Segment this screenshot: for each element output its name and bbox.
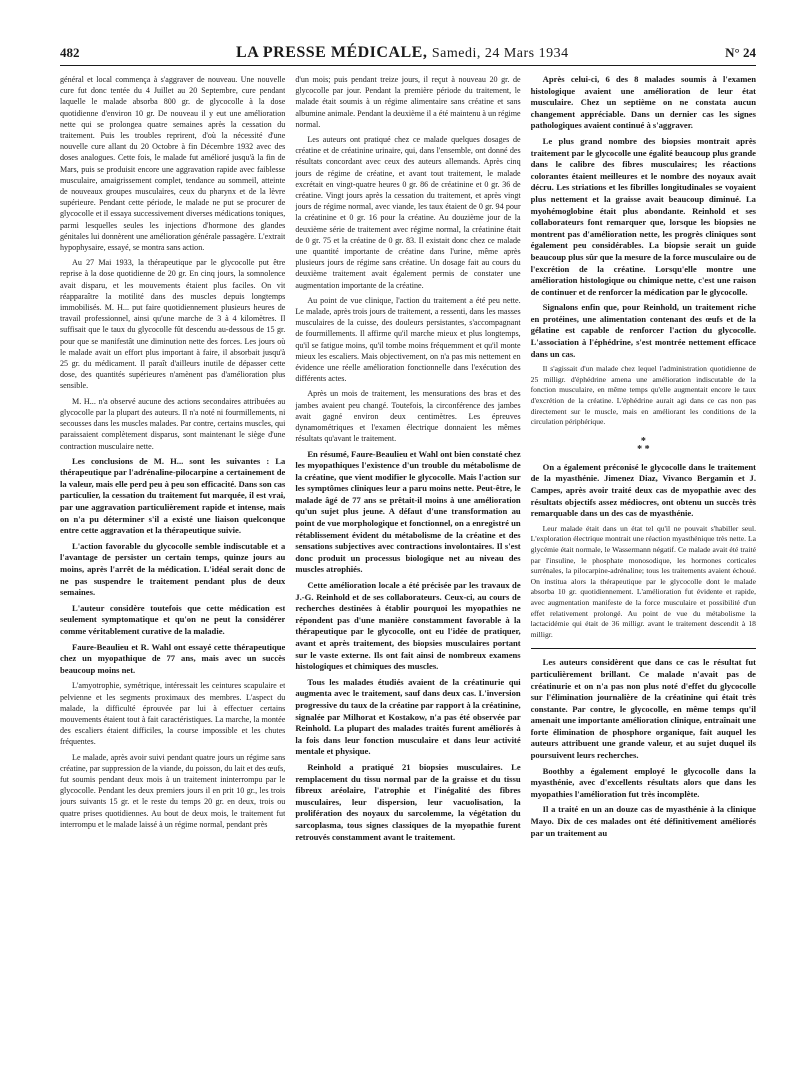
column-right-body-top xyxy=(531,74,756,428)
paragraph: d'un mois; puis pendant treize jours, il reçut à nouveau 20 gr. de glycocolle par jour. Pendant la première période du traitement, le malade était soumis à un régime alimentaire sans créatine et sans albumine animale. Pendant la deuxième il a été maintenu à un régime normal. xyxy=(295,75,521,129)
column-right-body-bottom xyxy=(531,657,756,839)
paragraph: Faure-Beaulieu et R. Wahl ont essayé cette thérapeutique chez un myopathique de 77 ans, mais avec un succès beaucoup moins net. xyxy=(60,641,286,675)
column-left xyxy=(60,74,285,1074)
paragraph: On a également préconisé le glycocolle dans le traitement de la myasthénie. Jimenez Diaz, Vivanco Bergamin et J. Campes, après avoir traité deux cas de myopathie avec des résultats objectifs assez médiocres, ont obtenu un succès très remarquable dans un des cas de myasthénie. xyxy=(530,461,756,519)
column-left-body xyxy=(60,74,285,830)
section-rule xyxy=(531,648,756,649)
publication-title: LA PRESSE MÉDICALE, xyxy=(236,44,428,61)
paragraph: M. H... n'a observé aucune des actions secondaires attribuées au glycocolle par la plupart des auteurs. Il n'a noté ni fourmillements, ni secousses dans les muscles malades. Par contre, certains muscles, qui paraissaient complètement disparus, sont maintenant le siège d'une contraction musculaire nette. xyxy=(60,396,286,451)
paragraph: Il s'agissait d'un malade chez lequel l'administration quotidienne de 25 milligr. d'éphédrine amena une amélioration indiscutable de la fonction musculaire, en même temps qu'elle augmentait encore le taux d'excrétion de la créatine. L'éphédrine aurait agi dans ce cas non pas directement sur le muscle, mais en améliorant les conditions de la circulation périphérique. xyxy=(530,364,756,427)
paragraph: Le malade, après avoir suivi pendant quatre jours un régime sans créatine, par suppression de la viande, du poisson, du lait et des œufs, fut soumis pendant deux mois à un traitement ininterrompu par le glycocolle. Pendant les deux premiers jours il en prit 10 gr., les trois jours suivants 15 gr. et le reste du temps 20 gr. en deux, trois ou quatre prises quotidiennes. Au bout de deux mois, le traitement fut interrompu et le malade laissé à un régime normal, pendant près xyxy=(60,752,286,829)
issue-date: Samedi, 24 Mars 1934 xyxy=(431,46,569,61)
paragraph: Au 27 Mai 1933, la thérapeutique par le glycocolle put être reprise à la dose quotidienne de 20 gr. En cinq jours, la somnolence avait disparu, et les mouvements étaient plus faciles. On vit réapparaître la motilité dans des muscles depuis longtemps immobilisés. M. H... put faire quotidiennement plusieurs heures de travail professionnel, ainsi qu'une marche de 3 à 4 kilomètres. Il suffisait que le taux du glycocolle fût descendu au-dessous de 15 gr. pour que se manifestât une diminution nette des forces. Les jours où le malade avait un effort plus important à faire, il absorbait jusqu'à 25 gr. du médicament. Il paraît d'ailleurs inutile de dépasser cette dose, des quantités supérieures n'amènent pas d'amélioration plus sensible. xyxy=(60,258,286,391)
paragraph: L'action favorable du glycocolle semble indiscutable et a l'avantage de persister un certain temps, quinze jours au moins, après l'arrêt de la médication. L'idéal serait donc de ne pas suspendre le traitement pendant plus de deux semaines. xyxy=(60,540,286,598)
paragraph: Tous les malades étudiés avaient de la créatinurie qui augmenta avec le traitement, sauf dans deux cas. L'inversion progressive du taux de la créatine par rapport à la créatinine, signalée par Milhorat et Kostakow, n'a pas été observée par Reinhold. La plupart des malades traités furent améliorés à la fois dans leur fonction musculaire et dans leur activité mentale et physique. xyxy=(295,676,521,757)
paragraph: Le plus grand nombre des biopsies montrait après traitement par le glycocolle une égalité beaucoup plus grande dans le calibre des fibres musculaires; les réactions colorantes étaient meilleures et le nombre des noyaux avait décru. Les striations et les fibrilles longitudinales se voyaient plus nettement et la graisse avait beaucoup diminué. La myohémoglobine était plus abondante. Reinhold et ses collaborateurs font remarquer que, lorsque les biopsies ne montrent pas d'amélioration nette, les progrès cliniques sont également peu considérables. La biopsie serait un guide beaucoup plus sûr que la mesure de la force musculaire ou de l'excrétion de la créatine. Lorsqu'elle montre une amélioration histologique ou chimique nette, c'est une raison de continuer et de renforcer la médication par le glycocolle. xyxy=(530,135,756,297)
column-right xyxy=(531,74,756,1074)
issue-number: N° 24 xyxy=(725,45,756,60)
paragraph: Signalons enfin que, pour Reinhold, un traitement riche en protéines, une alimentation contenant des œufs et de la gélatine est capable de renforcer l'action du glycocolle. L'association à l'éphédrine, s'est montrée nettement efficace dans un cas. xyxy=(530,302,756,359)
column-right-body-middle xyxy=(531,462,756,641)
column-middle xyxy=(295,74,520,1074)
paragraph: général et local commença à s'aggraver de nouveau. Une nouvelle cure fut donc tentée du 4 Juillet au 20 Septembre, cure pendant laquelle le malade absorba 800 gr. de glycocolle à la dose quotidienne d'environ 10 gr. De nouveau il y eut une amélioration nette qui se prolongea quatre semaines après la cessation du traitement. Puis les troubles reprirent, d'où la nécessité d'une nouvelle cure allant du 20 Octobre à fin Décembre 1932 avec des doses analogues. Cette fois, le malade fut amélioré jusqu'à la fin de Mars, puis se produisit encore une aggravation rapide avec faiblesse musculaire, amaigrissement complet, tendance au sommeil, atteinte de nouveaux groupes musculaires, ceux du pharynx et de la lèvre supérieure. Pendant cette période, le malade ne put se procurer de glycocolle et il essaya successivement diverses médications toniques, parmi lesquelles seules les injections d'hormone des glandes génitales lui donnèrent une amélioration générale passagère. L'extrait hypophysaire, essayé, se montra sans action. xyxy=(60,75,286,253)
paragraph: Leur malade était dans un état tel qu'il ne pouvait s'habiller seul. L'exploration électrique montrait une réaction myasthénique très nette. La glycémie était normale, le Wassermann négatif. Ce malade avait été traité par l'insuline, le phosphate monosodique, les hormones corticales surrénales, la pilocarpine-adrénaline; tous les traitements avaient échoué. On institua alors la thérapeutique par le glycocolle dont le malade absorba 10 gr. quotidiennement. L'amélioration fut évidente et rapide, avec augmentation manifeste de la force musculaire et possibilité d'un effet relativement prolongé. Au point de vue du métabolisme la lactacidémie qui était de 36 milligr. avant le traitement descendit à 18 milligr. xyxy=(530,523,756,639)
page-number: 482 xyxy=(60,45,80,60)
paragraph: Les auteurs considèrent que dans ce cas le résultat fut particulièrement brillant. Ce malade n'avait pas de créatinurie et on n'a pas non plus noté d'effet du glycocolle sur l'élimination journalière de la créatinine qui était très constante. Par contre, le glycocolle, en même temps qu'il amenait une importante amélioration clinique, entraînait une forte élimination de phosphore organique, fait auquel les auteurs attribuent une grande valeur, et au sujet duquel ils poursuivent leurs recherches. xyxy=(530,657,756,761)
paragraph: Boothby a également employé le glycocolle dans la myasthénie, avec d'excellents résultats alors que dans les myopathies l'amélioration fut très incomplète. xyxy=(530,765,756,799)
running-header xyxy=(60,44,756,66)
asterism-separator xyxy=(531,435,756,455)
paragraph: L'amyotrophie, symétrique, intéressait les ceintures scapulaire et pelvienne et les segments proximaux des membres. L'aspect du malade, la difficulté éprouvée par lui à effectuer certains mouvements étaient tout à fait caractéristiques. La marche, la montée des escaliers étaient difficiles, la course impossible et les chutes fréquentes. xyxy=(60,681,286,747)
paragraph: Les auteurs ont pratiqué chez ce malade quelques dosages de créatine et de créatinine urinaire, qui, dans l'ensemble, ont donné des résultats concordant avec ceux des auteurs allemands. Après cinq jours de régime de créatine, et avant tout traitement, le malade excrétait en vingt-quatre heures 0 gr. 86 de créatinine et 0 gr. 36 de créatine. Vingt jours après la cessation du traitement, et après vingt jours de régime normal, avec viande, les taux étaient de 0 gr. 94 pour la créatinine et 0 gr. 16 pour la créatine. Au douzième jour de la deuxième série de traitement avec régime normal, la créatinine était de 0 gr. 75 et la créatine de 0 gr. 83. Il existait donc chez ce malade une quantité importante de créatine dans l'urine, même après plusieurs jours de régime sans créatine. Un dosage fait au cours du deuxième traitement avait également permis de constater une augmentation importante de la créatine. xyxy=(295,135,521,290)
paragraph: L'auteur considère toutefois que cette médication est seulement symptomatique et qu'on ne peut la considérer comme véritablement curative de la maladie. xyxy=(60,602,286,637)
asterism-bottom: * * xyxy=(637,443,650,455)
column-middle-body xyxy=(295,74,520,843)
paragraph: En résumé, Faure-Beaulieu et Wahl ont bien constaté chez les myopathiques l'existence d'un trouble du métabolisme de la créatine, que vient modifier le glycocolle. Mais l'action sur les symptômes cliniques leur a paru moins nette. Peut-être, le malade âgé de 77 ans se prêtait-il moins à une amélioration qu'un sujet plus jeune. A défaut d'une transformation au point de vue morphologique et fonctionnel, on a enregistré un rétablissement évident du métabolisme de la créatine et des sensations subjectives avec contractions involontaires. Il s'est donc produit un processus biologique net au niveau des muscles atrophiés. xyxy=(295,448,521,575)
paragraph: Il a traité en un an douze cas de myasthénie à la clinique Mayo. Dix de ces malades ont été définitivement améliorés par un traitement au xyxy=(530,804,756,838)
paragraph: Au point de vue clinique, l'action du traitement a été peu nette. Le malade, après trois jours de traitement, a ressenti, dans les masses musculaires de la cuisse, des douleurs persistantes, s'accompagnant de fourmillements. Il affirme qu'il marche mieux et plus longtemps, qu'il se fatigue moins, qu'il tombe moins fréquemment et qu'il monte mieux les escaliers. Mais objectivement, on n'a pas mis nettement en évidence une réelle amélioration fonctionnelle dans l'exécution des différents actes. xyxy=(295,295,521,384)
text-columns xyxy=(60,74,756,1074)
paragraph: Après celui-ci, 6 des 8 malades soumis à l'examen histologique avaient une amélioration de leur état musculaire. Chez un septième on ne constata aucun changement appréciable. Dans un dernier cas les signes pathologiques avaient continué à s'aggraver. xyxy=(530,74,756,131)
paragraph: Après un mois de traitement, les mensurations des bras et des jambes avaient peu changé. Toutefois, la circonférence des jambes avait gagné environ deux centimètres. Les épreuves dynamométriques et l'examen électrique donnaient les mêmes résultats qu'avant le traitement. xyxy=(295,389,521,444)
paragraph: Les conclusions de M. H... sont les suivantes : La thérapeutique par l'adrénaline-pilocarpine a certainement de la valeur, mais elle perd peu à peu son efficacité. Dans son cas particulier, la cessation du traitement fut marquée, il est vrai, par une aggravation particulièrement rapide et intense, mais on n'a pu déterminer s'il a existé une liaison quelconque entre cette aggravation et la thérapeutique suivie. xyxy=(60,455,286,536)
paragraph: Cette amélioration locale a été précisée par les travaux de J.-G. Reinhold et de ses collaborateurs. Ceux-ci, au cours de recherches destinées à établir pourquoi les myopathies ne répondent pas d'une manière constamment favorable à la thérapeutique par le glycocolle, ont eu l'idée de pratiquer, avant et après traitement, des biopsies musculaires portant sur le vaste externe. Ils ont fait ainsi de nombreux examens histologiques et chimiques des muscles. xyxy=(295,580,521,672)
asterism-top: * xyxy=(640,435,646,447)
paragraph: Reinhold a pratiqué 21 biopsies musculaires. Le remplacement du tissu normal par de la graisse et du tissu fibreux aréolaire, l'atrophie et l'inégalité des fibres musculaires, leur dispersion, leur vacuolisation, la prolifération des noyaux du sarcolemme, la végétation du sarcoplasma, tous signes classiques de la myopathie furent retrouvés constamment avant le traitement. xyxy=(295,761,521,842)
running-title xyxy=(236,44,569,62)
